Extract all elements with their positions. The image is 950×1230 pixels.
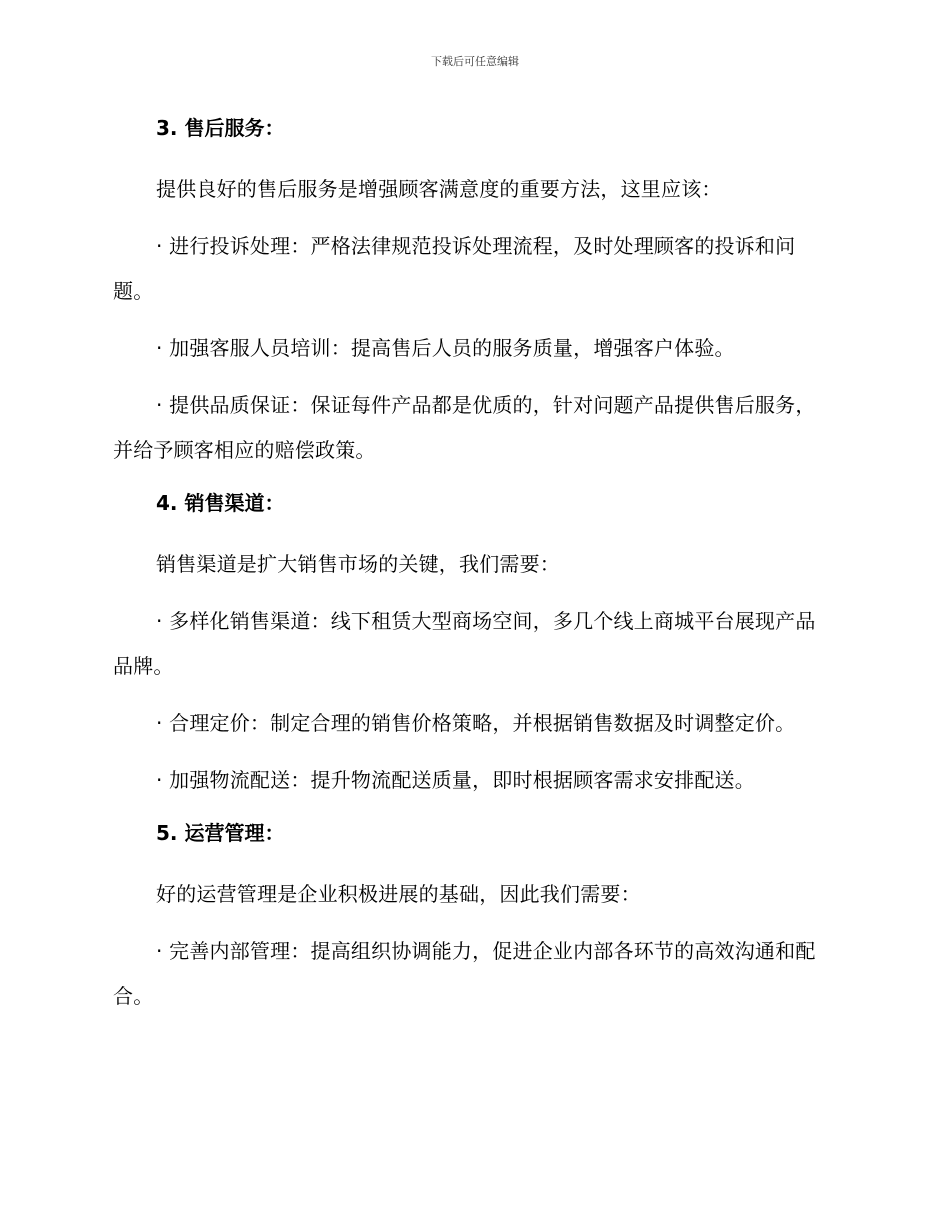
- section-heading: 5. 运营管理：: [156, 821, 285, 845]
- paragraph: 提供良好的售后服务是增强顾客满意度的重要方法，这里应该：: [156, 177, 722, 201]
- bullet-paragraph: · 完善内部管理：提高组织协调能力，促进企业内部各环节的高效沟通和配合。: [113, 939, 816, 1008]
- bullet-paragraph: · 加强物流配送：提升物流配送质量，即时根据顾客需求安排配送。: [156, 768, 755, 792]
- document-body: [113, 110, 825, 1031]
- page-header: 下载后可任意编辑: [431, 55, 519, 68]
- bullet-paragraph: · 进行投诉处理：严格法律规范投诉处理流程，及时处理顾客的投诉和问题。: [113, 234, 796, 303]
- section-operations-management: [113, 815, 825, 1019]
- bullet-paragraph: · 合理定价：制定合理的销售价格策略，并根据销售数据及时调整定价。: [156, 711, 796, 735]
- bullet-paragraph: · 多样化销售渠道：线下租赁大型商场空间，多几个线上商城平台展现产品品牌。: [113, 609, 816, 678]
- section-after-sales: [113, 110, 825, 473]
- paragraph: 好的运营管理是企业积极进展的基础，因此我们需要：: [156, 882, 641, 906]
- section-heading: 3. 售后服务：: [156, 116, 285, 140]
- bullet-paragraph: · 加强客服人员培训：提高售后人员的服务质量，增强客户体验。: [156, 336, 735, 360]
- bullet-paragraph: · 提供品质保证：保证每件产品都是优质的，针对问题产品提供售后服务，并给予顾客相应的赔偿政策。: [113, 393, 816, 462]
- section-heading: 4. 销售渠道：: [156, 491, 285, 515]
- paragraph: 销售渠道是扩大销售市场的关键，我们需要：: [156, 552, 560, 576]
- section-sales-channels: [113, 485, 825, 803]
